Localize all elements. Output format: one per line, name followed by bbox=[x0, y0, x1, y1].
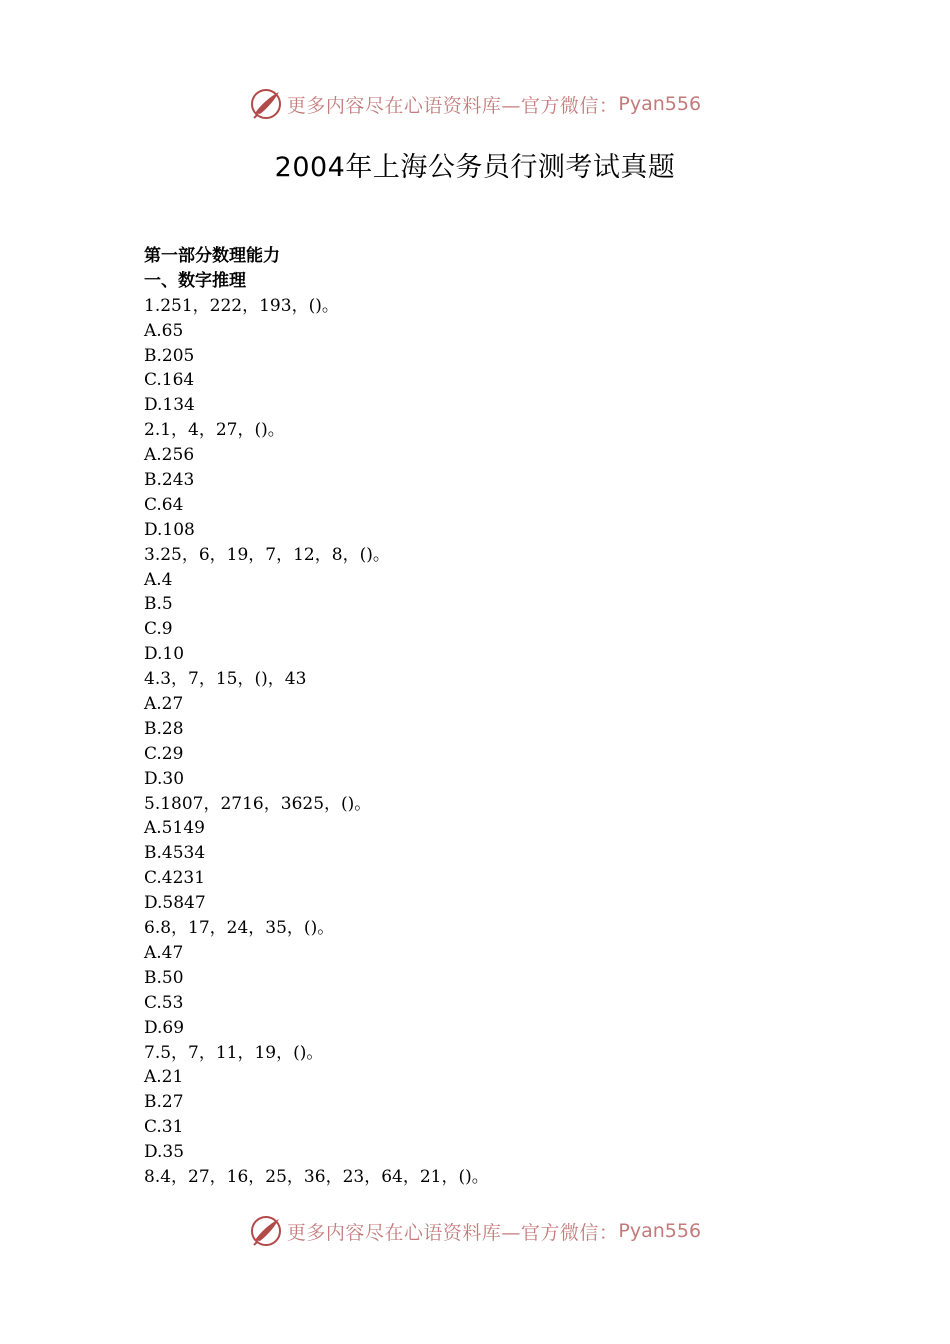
answer-option: C.31 bbox=[144, 1117, 184, 1138]
answer-option: B.243 bbox=[144, 470, 195, 491]
question-stem: 7.5，7，11，19，()。 bbox=[144, 1042, 324, 1063]
answer-option: B.205 bbox=[144, 345, 195, 366]
header-watermark bbox=[0, 84, 950, 124]
answer-option: D.10 bbox=[144, 644, 185, 665]
answer-option: D.134 bbox=[144, 395, 195, 416]
watermark-text: 更多内容尽在心语资料库—官方微信： bbox=[286, 1221, 619, 1244]
footer-watermark bbox=[0, 1211, 950, 1251]
answer-option: B.50 bbox=[144, 967, 184, 988]
answer-option: C.64 bbox=[144, 494, 184, 515]
question-stem: 4.3，7，15，()，43 bbox=[144, 669, 307, 690]
question-stem: 8.4，27，16，25，36，23，64，21，()。 bbox=[144, 1166, 489, 1187]
answer-option: A.65 bbox=[144, 320, 184, 341]
answer-option: A.47 bbox=[144, 942, 184, 963]
answer-option: A.4 bbox=[144, 569, 173, 590]
answer-option: A.5149 bbox=[144, 818, 205, 839]
part-heading: 第一部分数理能力 bbox=[144, 246, 280, 266]
section-heading: 一、数字推理 bbox=[144, 270, 246, 291]
answer-option: D.30 bbox=[144, 768, 185, 789]
answer-option: D.108 bbox=[144, 519, 195, 540]
answer-option: C.53 bbox=[144, 992, 184, 1013]
question-list bbox=[144, 294, 844, 1190]
question-stem: 1.251，222，193，()。 bbox=[144, 295, 339, 316]
answer-option: B.28 bbox=[144, 718, 184, 739]
answer-option: B.4534 bbox=[144, 843, 206, 864]
watermark-wechat-id: Pyan556 bbox=[618, 93, 702, 115]
question-stem: 2.1，4，27，()。 bbox=[144, 420, 285, 441]
answer-option: A.21 bbox=[144, 1067, 184, 1088]
question-stem: 6.8，17，24，35，()。 bbox=[144, 918, 335, 939]
answer-option: A.256 bbox=[144, 445, 195, 466]
answer-option: B.27 bbox=[144, 1092, 184, 1113]
answer-option: C.29 bbox=[144, 743, 184, 764]
answer-option: C.4231 bbox=[144, 868, 206, 889]
answer-option: B.5 bbox=[144, 594, 173, 615]
quill-pen-logo-icon bbox=[249, 87, 283, 121]
answer-option: C.164 bbox=[144, 370, 195, 391]
question-stem: 3.25，6，19，7，12，8，()。 bbox=[144, 544, 390, 565]
document-title: 2004年上海公务员行测考试真题 bbox=[274, 152, 676, 183]
answer-option: C.9 bbox=[144, 619, 173, 640]
answer-option: D.35 bbox=[144, 1142, 185, 1163]
answer-option: D.5847 bbox=[144, 893, 206, 914]
document-body bbox=[144, 244, 844, 1190]
answer-option: D.69 bbox=[144, 1017, 185, 1038]
watermark-text: 更多内容尽在心语资料库—官方微信： bbox=[286, 94, 619, 117]
watermark-wechat-id: Pyan556 bbox=[618, 1220, 702, 1242]
quill-pen-logo-icon bbox=[249, 1214, 283, 1248]
answer-option: A.27 bbox=[144, 694, 184, 715]
question-stem: 5.1807，2716，3625，()。 bbox=[144, 793, 372, 814]
